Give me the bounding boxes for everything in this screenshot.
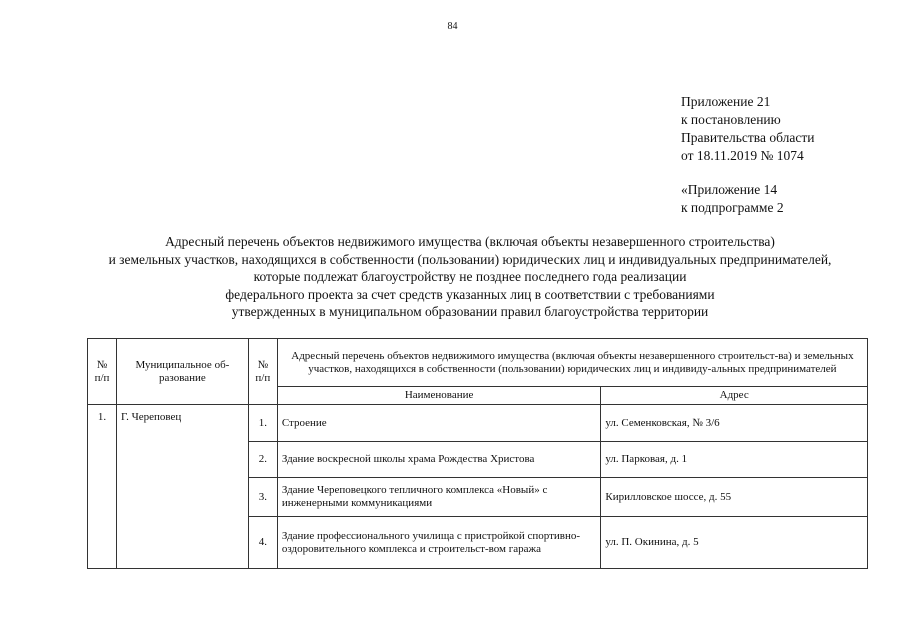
municipality-num: 1. [88, 405, 117, 569]
sub-appendix-line: к подпрограмме 2 [681, 200, 784, 215]
object-name: Здание воскресной школы храма Рождества Христова [277, 442, 601, 478]
object-address: ул. Семенковская, № 3/6 [601, 405, 868, 442]
object-name: Строение [277, 405, 601, 442]
object-address: ул. П. Окинина, д. 5 [601, 517, 868, 569]
document-title [60, 233, 880, 321]
title-line: Адресный перечень объектов недвижимого имущества (включая объекты незавершенного строительства) [165, 234, 775, 249]
header-num2: № п/п [248, 339, 277, 405]
object-num: 1. [248, 405, 277, 442]
table-row [88, 405, 868, 442]
object-num: 3. [248, 478, 277, 517]
appendix-line: от 18.11.2019 № 1074 [681, 148, 804, 163]
object-address: Кирилловское шоссе, д. 55 [601, 478, 868, 517]
appendix-block [681, 93, 814, 217]
page-number: 84 [447, 21, 458, 32]
object-name: Здание профессионального училища с пристройкой спортивно-оздоровительного комплекса и строительст-вом гаража [277, 517, 601, 569]
header-num: № п/п [88, 339, 117, 405]
sub-appendix-line: «Приложение 14 [681, 182, 778, 197]
title-line: которые подлежат благоустройству не позднее последнего года реализации [253, 269, 687, 284]
header-address: Адрес [601, 387, 868, 405]
object-address: ул. Парковая, д. 1 [601, 442, 868, 478]
title-line: федерального проекта за счет средств указанных лиц в соответствии с требованиями [225, 286, 715, 302]
municipality-name: Г. Череповец [116, 405, 248, 569]
objects-table [87, 338, 868, 569]
appendix-line: к постановлению [681, 112, 781, 127]
header-municipality: Муниципальное об-разование [116, 339, 248, 405]
appendix-line: Правительства области [681, 130, 815, 145]
title-line: утвержденных в муниципальном образовании правил благоустройства территории [231, 304, 709, 319]
object-num: 2. [248, 442, 277, 478]
header-group: Адресный перечень объектов недвижимого имущества (включая объекты незавершенного строительст-ва) и земельных участков, находящихся в собственности (пользовании) юридических лиц и индивиду-альных предпринимателей [277, 339, 867, 387]
appendix-line: Приложение 21 [681, 94, 771, 109]
object-num: 4. [248, 517, 277, 569]
object-name: Здание Череповецкого тепличного комплекса «Новый» с инженерными коммуникациями [277, 478, 601, 517]
title-line: и земельных участков, находящихся в собственности (пользовании) юридических лиц и индивидуальных предпринимателей, [108, 251, 832, 267]
header-name: Наименование [277, 387, 601, 405]
